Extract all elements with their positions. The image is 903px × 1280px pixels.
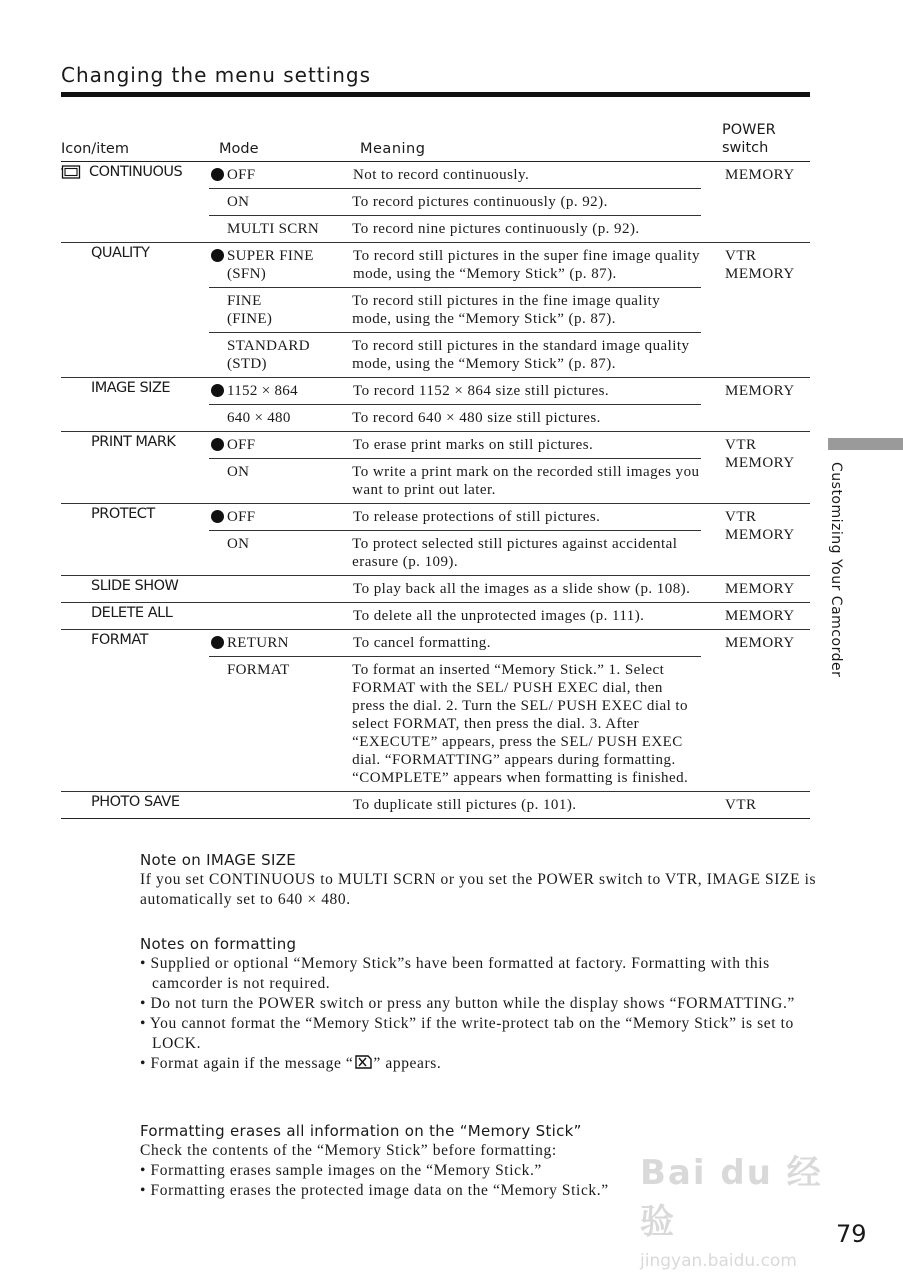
mode-text: 640 × 480 <box>227 410 291 426</box>
menu-item-label <box>91 245 150 261</box>
mode-cell <box>209 630 351 656</box>
mode-text: STANDARD (STD) <box>227 338 310 372</box>
power-switch-value: MEMORY <box>725 608 795 624</box>
power-switch-value: VTR MEMORY <box>725 248 795 282</box>
mode-text: FINE (FINE) <box>227 293 273 327</box>
menu-item-label <box>91 794 180 810</box>
menu-item-text: FORMAT <box>91 632 148 648</box>
mode-cell <box>209 657 350 791</box>
table-row <box>209 332 701 377</box>
menu-item-label <box>91 506 155 522</box>
menu-item-text: QUALITY <box>91 245 150 261</box>
section-tab <box>828 438 903 450</box>
watermark-logo: Bai du 经验 <box>640 1153 823 1242</box>
mode-cell <box>209 162 351 188</box>
menu-item-label <box>91 632 148 648</box>
mode-text: OFF <box>227 509 256 525</box>
table-group <box>61 575 810 602</box>
page-number: 79 <box>836 1220 867 1248</box>
mode-cell <box>209 459 350 503</box>
settings-table <box>61 161 810 819</box>
table-group <box>61 503 810 575</box>
note-bullet-post: ” appears. <box>373 1055 442 1072</box>
mode-text: OFF <box>227 167 256 183</box>
meaning-cell: To release protections of still pictures. <box>353 509 601 525</box>
menu-item-text: PHOTO SAVE <box>91 794 180 810</box>
default-setting-icon <box>211 384 224 397</box>
mode-text: ON <box>227 194 250 210</box>
table-row <box>209 162 810 188</box>
default-setting-icon <box>211 510 224 523</box>
meaning-cell: To record nine pictures continuously (p. 92). <box>352 221 640 237</box>
table-row <box>209 630 810 656</box>
menu-item-text: CONTINUOUS <box>89 164 183 180</box>
meaning-cell: To play back all the images as a slide show (p. 108). <box>353 581 691 597</box>
note-bullet: • Do not turn the POWER switch or press any button while the display shows “FORMATTING.” <box>140 995 795 1012</box>
menu-item-label <box>91 380 170 396</box>
table-group <box>61 431 810 503</box>
mode-cell <box>209 243 351 287</box>
mode-cell <box>209 333 350 377</box>
table-row <box>209 530 701 575</box>
table-row <box>209 287 701 332</box>
power-switch-value: VTR MEMORY <box>725 509 795 543</box>
note-text: If you set CONTINUOUS to MULTI SCRN or you set the POWER switch to VTR, IMAGE SIZE is automatically set to 640 × 480. <box>140 871 817 908</box>
table-row <box>209 504 810 530</box>
mode-text: ON <box>227 536 250 552</box>
default-setting-icon <box>211 636 224 649</box>
mode-text: FORMAT <box>227 662 290 678</box>
menu-item-text: DELETE ALL <box>91 605 173 621</box>
menu-item-text: PROTECT <box>91 506 155 522</box>
power-switch-value: MEMORY <box>725 383 795 399</box>
mode-cell <box>209 405 350 431</box>
note-bullet: • Formatting erases the protected image data on the “Memory Stick.” <box>140 1182 609 1199</box>
default-setting-icon <box>211 438 224 451</box>
meaning-cell: To cancel formatting. <box>353 635 491 651</box>
meaning-cell: Not to record continuously. <box>353 167 530 183</box>
menu-item-label <box>91 605 172 621</box>
mode-cell <box>209 288 350 332</box>
mode-text: ON <box>227 464 250 480</box>
header-power: POWER switch <box>722 122 776 156</box>
note-heading: Notes on formatting <box>140 935 297 953</box>
menu-item-label <box>91 434 175 450</box>
table-group <box>61 377 810 431</box>
header-mode: Mode <box>219 141 259 157</box>
power-switch-value: MEMORY <box>725 167 795 183</box>
note-heading: Note on IMAGE SIZE <box>140 851 297 869</box>
menu-item-label <box>61 164 182 180</box>
watermark-url: jingyan.baidu.com <box>640 1251 797 1271</box>
mode-text: MULTI SCRN <box>227 221 320 237</box>
table-row <box>209 188 701 215</box>
mode-cell <box>209 603 351 629</box>
mode-cell <box>209 531 350 575</box>
note-bullet-pre: • Format again if the message “ <box>140 1055 354 1072</box>
mode-cell <box>209 792 351 818</box>
mode-cell <box>209 216 350 242</box>
table-row <box>209 792 810 818</box>
note-bullet: • Formatting erases sample images on the “Memory Stick.” <box>140 1162 542 1179</box>
table-group <box>61 629 810 791</box>
mode-cell <box>209 576 351 602</box>
continuous-icon <box>61 164 83 180</box>
meaning-cell: To record still pictures in the fine image quality mode, using the “Memory Stick” (p. 87). <box>352 293 661 327</box>
meaning-cell: To record pictures continuously (p. 92). <box>352 194 608 210</box>
note-bullet: • Supplied or optional “Memory Stick”s have been formatted at factory. Formatting with this camcorder is not required. <box>140 955 770 992</box>
table-row <box>209 656 701 791</box>
memory-stick-error-icon <box>353 1054 373 1070</box>
note-formatting <box>140 934 820 1074</box>
power-switch-value: VTR <box>725 797 757 813</box>
page-title: Changing the menu settings <box>61 63 371 87</box>
note-bullet <box>140 1054 820 1074</box>
power-switch-value: VTR MEMORY <box>725 437 795 471</box>
note-bullet: • You cannot format the “Memory Stick” if the write-protect tab on the “Memory Stick” is set to LOCK. <box>140 1015 794 1052</box>
meaning-cell: To write a print mark on the recorded still images you want to print out later. <box>352 464 700 498</box>
title-rule <box>61 92 810 97</box>
table-row <box>209 215 701 242</box>
meaning-cell: To record 1152 × 864 size still pictures. <box>353 383 610 399</box>
note-text: Check the contents of the “Memory Stick” before formatting: <box>140 1142 557 1159</box>
meaning-cell: To record still pictures in the super fine image quality mode, using the “Memory Stick” (p. 87). <box>353 248 700 282</box>
mode-text: SUPER FINE (SFN) <box>227 248 314 282</box>
table-group <box>61 791 810 818</box>
mode-cell <box>209 432 351 458</box>
table-row <box>209 603 810 629</box>
menu-item-text: PRINT MARK <box>91 434 176 450</box>
header-item: Icon/item <box>61 141 129 157</box>
table-group <box>61 242 810 377</box>
table-group <box>61 162 810 242</box>
watermark <box>640 1145 840 1271</box>
table-row <box>209 404 701 431</box>
power-switch-value: MEMORY <box>725 635 795 651</box>
menu-item-text: IMAGE SIZE <box>91 380 171 396</box>
header-meaning: Meaning <box>360 141 426 157</box>
table-row <box>209 576 810 602</box>
table-row <box>209 432 810 458</box>
note-heading: Formatting erases all information on the “Memory Stick” <box>140 1122 582 1140</box>
menu-item-text: SLIDE SHOW <box>91 578 179 594</box>
meaning-cell: To erase print marks on still pictures. <box>353 437 594 453</box>
table-group <box>61 602 810 629</box>
table-row <box>209 243 810 287</box>
meaning-cell: To format an inserted “Memory Stick.” 1. Select FORMAT with the SEL/ PUSH EXEC dial, then press the dial. 2. Turn the SEL/ PUSH EXEC dial to select FORMAT, then press the dial. 3. After “EXECUTE” appears, press the SEL/ PUSH EXEC dial. “FORMATTING” appears during formatting. “COMPLETE” appears when formatting is finished. <box>352 662 689 786</box>
meaning-cell: To record 640 × 480 size still pictures. <box>352 410 601 426</box>
power-switch-value: MEMORY <box>725 581 795 597</box>
meaning-cell: To delete all the unprotected images (p. 111). <box>353 608 645 624</box>
meaning-cell: To protect selected still pictures against accidental erasure (p. 109). <box>352 536 678 570</box>
section-label: Customizing Your Camcorder <box>828 462 844 678</box>
note-image-size <box>140 850 820 910</box>
default-setting-icon <box>211 168 224 181</box>
mode-text: 1152 × 864 <box>227 383 298 399</box>
default-setting-icon <box>211 249 224 262</box>
meaning-cell: To record still pictures in the standard image quality mode, using the “Memory Stick” (p. 87). <box>352 338 690 372</box>
mode-cell <box>209 378 351 404</box>
mode-cell <box>209 189 350 215</box>
menu-item-label <box>91 578 178 594</box>
mode-cell <box>209 504 351 530</box>
mode-text: OFF <box>227 437 256 453</box>
table-row <box>209 458 701 503</box>
meaning-cell: To duplicate still pictures (p. 101). <box>353 797 577 813</box>
mode-text: RETURN <box>227 635 289 651</box>
table-row <box>209 378 810 404</box>
